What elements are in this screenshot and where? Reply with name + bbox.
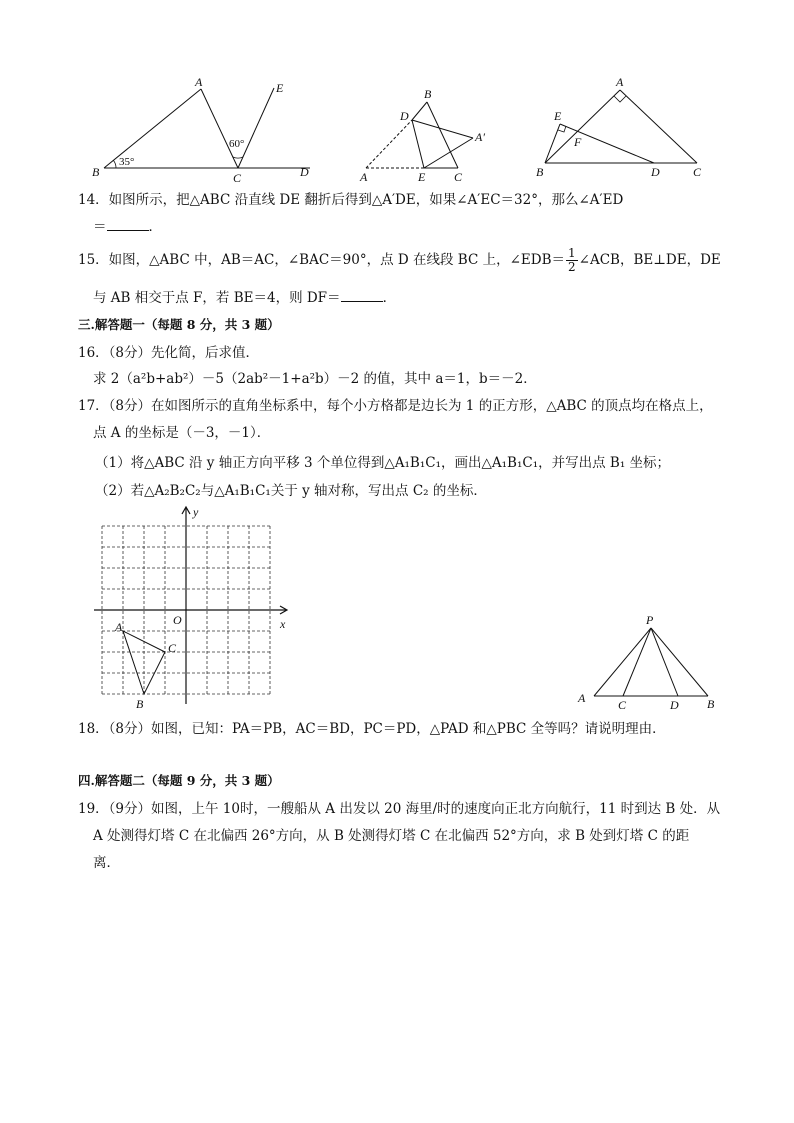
label-p: P <box>646 613 654 627</box>
coordinate-grid <box>90 504 300 714</box>
q14-line2-post: ． <box>148 219 162 235</box>
label-b: B <box>707 697 715 711</box>
q17-line2: 点 A 的坐标是（－3，－1）． <box>93 425 271 441</box>
label-b: B <box>136 697 144 711</box>
figure-angle-abced <box>88 76 328 188</box>
label-e: E <box>554 109 562 123</box>
q16-line1: 16．（8分）先化简，后求值． <box>78 345 260 361</box>
fraction-one-half <box>566 247 578 274</box>
label-c: C <box>693 165 702 179</box>
label-c: C <box>454 170 463 184</box>
q15-line2-post: ． <box>382 290 397 306</box>
q15-line1-post: ∠ACB，BE⊥DE，DE <box>578 252 721 268</box>
angle-label-35: 35° <box>119 156 135 168</box>
axis-label-y: y <box>193 505 199 519</box>
axis-label-x: x <box>280 617 286 631</box>
label-d: D <box>651 165 660 179</box>
q19-line1: 19．（9分）如图，上午 10时，一艘船从 A 出发以 20 海里/时的速度向正北方向航行，11 时到达 B 处．从 <box>78 801 721 817</box>
q15-line1-pre: 15．如图，△ABC 中，AB＝AC，∠BAC＝90°，点 D 在线段 BC 上，∠EDB＝ <box>78 252 565 268</box>
angle-label-60: 60° <box>229 138 245 150</box>
segment-ac <box>620 90 697 163</box>
label-b: B <box>424 87 432 101</box>
answer-blank-14[interactable] <box>107 218 149 231</box>
segment-db <box>412 102 427 120</box>
label-c: C <box>168 641 177 655</box>
q17-line1: 17．（8分）在如图所示的直角坐标系中，每个小方格都是边长为 1 的正方形，△ABC 的顶点均在格点上， <box>78 398 713 414</box>
label-d: D <box>670 698 679 712</box>
frac-den: 2 <box>568 260 576 274</box>
q14-line2-pre: ＝ <box>93 219 107 235</box>
label-c: C <box>618 698 627 712</box>
figure-right-triangle <box>530 74 710 186</box>
q15-line1 <box>78 245 721 275</box>
label-d: D <box>400 109 409 123</box>
label-b: B <box>536 165 544 179</box>
section-3-title: 三.解答题一（每题 8 分，共 3 题） <box>78 317 280 332</box>
segment-de <box>412 120 424 168</box>
origin-label-o: O <box>173 613 182 627</box>
angle-arc-b <box>114 161 117 169</box>
segment-pb <box>651 628 708 696</box>
label-a: A <box>360 170 368 184</box>
dashed-ad <box>366 120 412 168</box>
section-4-title: 四.解答题二（每题 9 分，共 3 题） <box>78 773 280 788</box>
label-e: E <box>276 81 284 95</box>
label-a: A <box>616 75 624 89</box>
q19-line3: 离． <box>93 855 120 871</box>
answer-blank-15[interactable] <box>341 289 383 302</box>
label-c: C <box>233 171 242 185</box>
segment-pa <box>594 628 651 696</box>
label-a: A <box>195 75 203 89</box>
q17-part1: （1）将△ABC 沿 y 轴正方向平移 3 个单位得到△A₁B₁C₁，画出△A₁B₁C₁，并写出点 B₁ 坐标； <box>95 455 671 471</box>
label-a: A <box>578 691 586 705</box>
angle-arc-c <box>233 157 243 158</box>
q19-line2: A 处测得灯塔 C 在北偏西 26°方向，从 B 处测得灯塔 C 在北偏西 52°方向，求 B 处到灯塔 C 的距 <box>93 828 690 844</box>
label-e: E <box>418 170 426 184</box>
segment-ba <box>545 90 620 163</box>
segment-pc <box>623 628 651 696</box>
frac-num: 1 <box>568 246 576 260</box>
segment-ce <box>238 88 274 168</box>
figure-triangle-pab <box>572 610 722 714</box>
q17-part2: （2）若△A₂B₂C₂与△A₁B₁C₁关于 y 轴对称，写出点 C₂ 的坐标． <box>95 483 487 499</box>
label-a-prime: A′ <box>475 130 485 144</box>
right-angle-mark-a <box>614 96 626 102</box>
q16-line2: 求 2（a²b+ab²）－5（2ab²－1+a²b）－2 的值，其中 a＝1，b＝－2． <box>93 371 537 387</box>
label-f: F <box>574 135 582 149</box>
label-a: A <box>115 620 123 634</box>
label-b: B <box>92 165 100 179</box>
q15-line2 <box>93 289 396 307</box>
q14-line1: 14．如图所示，把△ABC 沿直线 DE 翻折后得到△A′DE，如果∠A′EC＝32°，那么∠A′ED <box>78 192 624 208</box>
segment-ea-prime <box>424 138 473 168</box>
label-d: D <box>300 165 309 179</box>
segment-be <box>545 124 560 163</box>
segment-bc <box>427 102 458 168</box>
figure-fold-triangle <box>352 86 502 186</box>
q14-line2 <box>93 218 162 236</box>
q15-line2-pre: 与 AB 相交于点 F，若 BE＝4，则 DF＝ <box>93 290 341 306</box>
q18-line1: 18．（8分）如图，已知：PA＝PB，AC＝BD，PC＝PD，△PAD 和△PBC 全等吗？请说明理由． <box>78 721 666 737</box>
segment-pd <box>651 628 678 696</box>
segment-ac <box>201 89 238 168</box>
